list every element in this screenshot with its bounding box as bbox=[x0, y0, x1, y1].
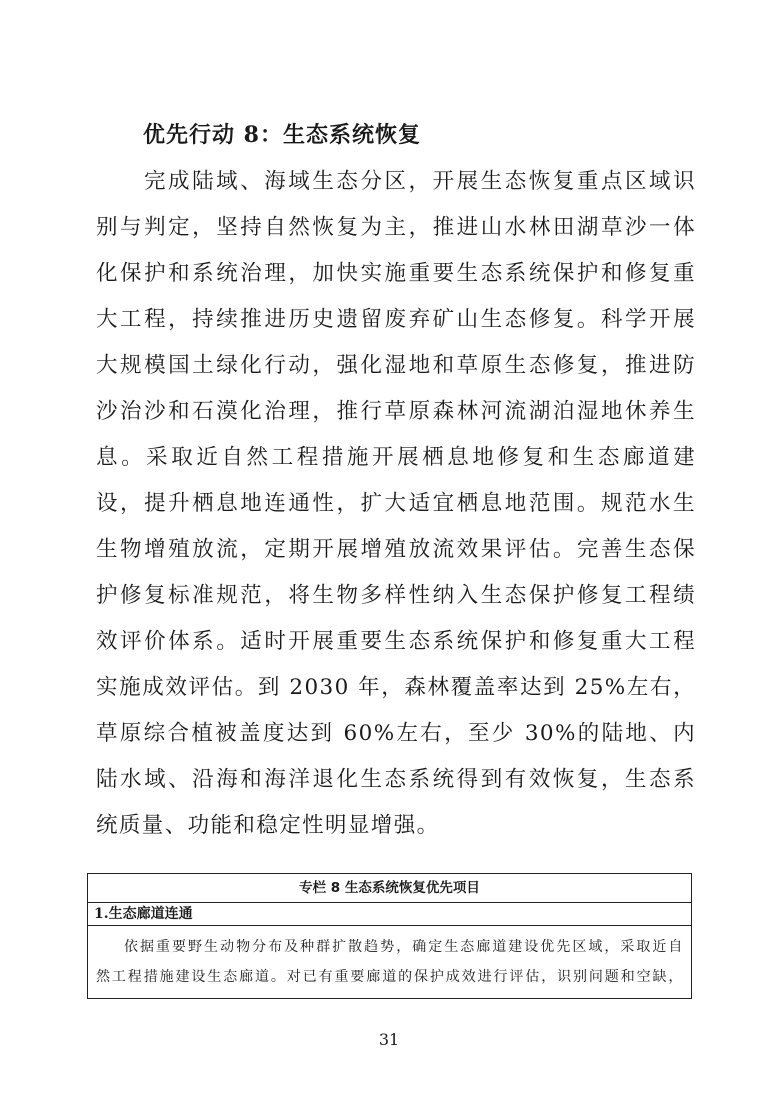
box-line: 依据重要野生动物分布及种群扩散趋势，确定生态廊道建设优先区域，采取近自 bbox=[124, 939, 683, 955]
paragraph-line: 护修复标准规范，将生物多样性纳入生态保护修复工程绩 bbox=[96, 583, 696, 608]
paragraph-line: 陆水域、沿海和海洋退化生态系统得到有效恢复，生态系 bbox=[96, 767, 696, 792]
box-line: 然工程措施建设生态廊道。对已有重要廊道的保护成效进行评估，识别问题和空缺， bbox=[96, 969, 683, 985]
paragraph-line: 草原综合植被盖度达到 60%左右，至少 30%的陆地、内 bbox=[96, 721, 696, 746]
special-column-box bbox=[87, 873, 692, 999]
paragraph-line: 生物增殖放流，定期开展增殖放流效果评估。完善生态保 bbox=[96, 537, 696, 562]
paragraph-line: 效评价体系。适时开展重要生态系统保护和修复重大工程 bbox=[96, 629, 696, 654]
paragraph-line: 大工程，持续推进历史遗留废弃矿山生态修复。科学开展 bbox=[96, 307, 696, 332]
paragraph-line: 统质量、功能和稳定性明显增强。 bbox=[96, 813, 440, 838]
paragraph-line: 实施成效评估。到 2030 年，森林覆盖率达到 25%左右， bbox=[96, 675, 696, 700]
page-number: 31 bbox=[378, 1030, 400, 1049]
paragraph-line: 设，提升栖息地连通性，扩大适宜栖息地范围。规范水生 bbox=[96, 491, 696, 516]
box-title: 专栏 8 生态系统恢复优先项目 bbox=[88, 874, 691, 903]
box-subheading: 1.生态廊道连通 bbox=[88, 903, 691, 926]
body-paragraph bbox=[96, 162, 696, 852]
box-body bbox=[88, 926, 691, 992]
paragraph-line: 沙治沙和石漠化治理，推行草原森林河流湖泊湿地休养生 bbox=[96, 399, 696, 424]
paragraph-line: 完成陆域、海域生态分区，开展生态恢复重点区域识 bbox=[144, 169, 696, 194]
section-heading: 优先行动 8：生态系统恢复 bbox=[143, 122, 421, 148]
paragraph-line: 大规模国土绿化行动，强化湿地和草原生态修复，推进防 bbox=[96, 353, 696, 378]
paragraph-line: 息。采取近自然工程措施开展栖息地修复和生态廊道建 bbox=[96, 445, 696, 470]
paragraph-line: 化保护和系统治理，加快实施重要生态系统保护和修复重 bbox=[96, 261, 696, 286]
paragraph-line: 别与判定，坚持自然恢复为主，推进山水林田湖草沙一体 bbox=[96, 215, 696, 240]
